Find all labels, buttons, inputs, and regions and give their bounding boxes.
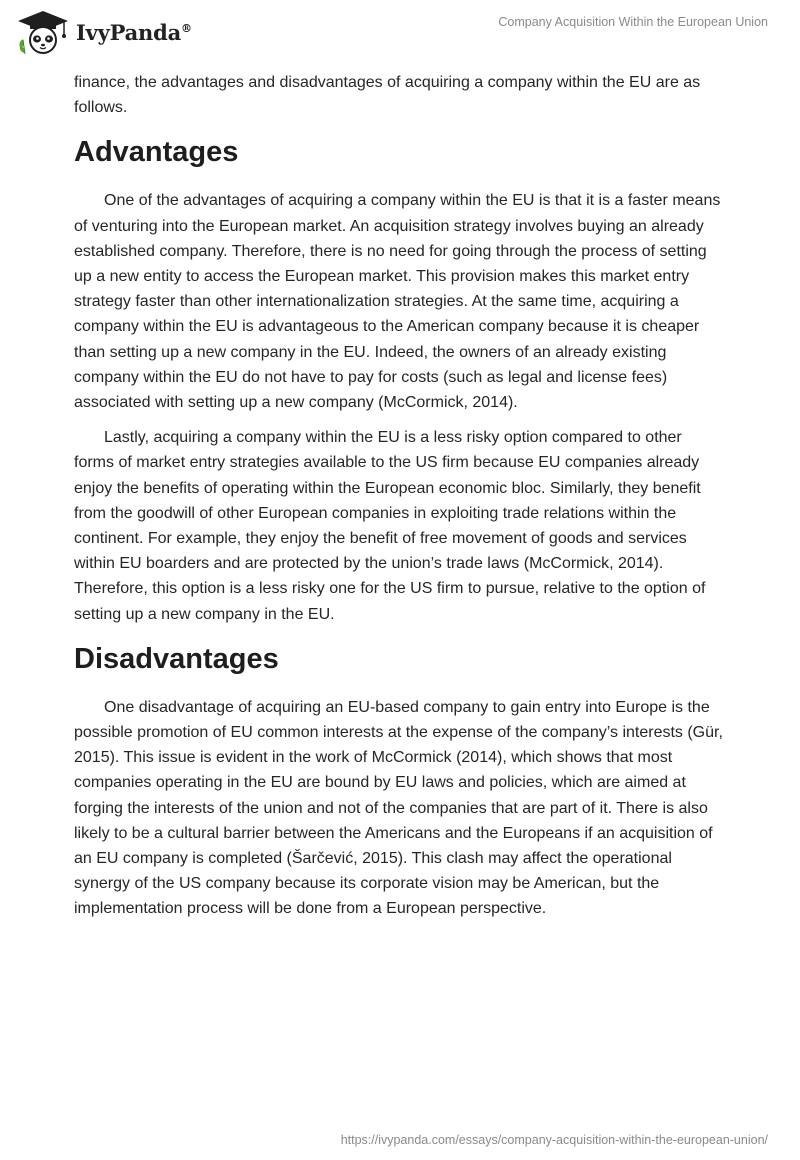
brand-logo[interactable] [14,8,192,56]
article-body [74,70,724,932]
document-title: Company Acquisition Within the European Union [498,15,768,29]
paragraph: One disadvantage of acquiring an EU-based company to gain entry into Europe is the possible promotion of EU common interests at the expense of the company’s interests (Gür, 2015). This issue is evident in the work of McCormick (2014), which shows that most companies operating in the EU are bound by EU laws and policies, which are aimed at forging the interests of the union and not of the companies that are part of it. There is also likely to be a cultural barrier between the Americans and the Europeans if an acquisition of an EU company is completed (Šarčević, 2015). This clash may affect the operational synergy of the US company because its corporate vision may be American, but the implementation process will be done from a European perspective. [74,698,723,918]
brand-name: IvyPanda® [76,19,192,45]
panda-logo-icon [14,9,72,55]
section-heading-disadvantages: Disadvantages [74,642,279,675]
intro-paragraph: finance, the advantages and disadvantages of acquiring a company within the EU are as follows. [74,74,701,117]
section-heading-advantages: Advantages [74,136,239,169]
source-url-link[interactable]: https://ivypanda.com/essays/company-acquisition-within-the-european-union/ [340,1133,768,1147]
paragraph: Lastly, acquiring a company within the EU is a less risky option compared to other forms of market entry strategies available to the US firm because EU companies already enjoy the benefits of operating within the European economic bloc. Similarly, they benefit from the goodwill of other European companies in exploiting trade relations within the continent. For example, they enjoy the benefit of free movement of goods and services within EU boarders and are protected by the union’s trade laws (McCormick, 2014). Therefore, this option is a less risky one for the US firm to pursue, relative to the option of setting up a new company in the EU. [74,429,706,623]
paragraph: One of the advantages of acquiring a company within the EU is that it is a faster means of venturing into the European market. An acquisition strategy involves buying an already established company. Therefore, there is no need for going through the process of setting up a new entity to access the European market. This provision makes this market entry strategy faster than other internationalization strategies. At the same time, acquiring a company within the EU is advantageous to the American company because it is cheaper than setting up a new company in the EU. Indeed, the owners of an already existing company within the EU do not have to pay for costs (such as legal and license fees) associated with setting up a new company (McCormick, 2014). [74,192,721,412]
page-header [0,0,800,60]
